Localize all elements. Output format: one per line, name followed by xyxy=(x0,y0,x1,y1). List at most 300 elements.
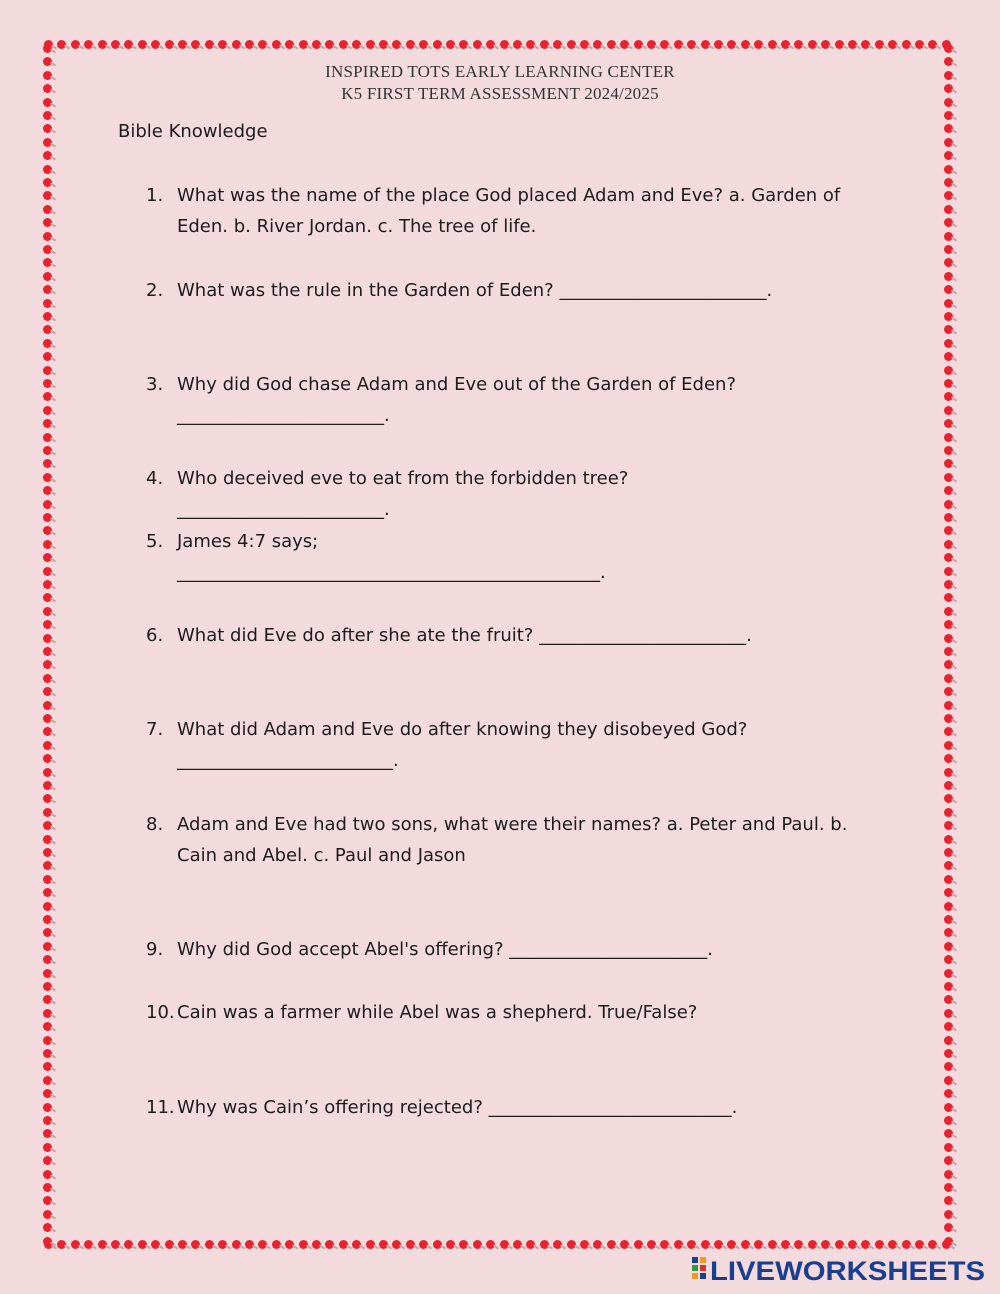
border-dot xyxy=(43,593,52,602)
border-top xyxy=(44,40,956,52)
border-dot xyxy=(944,1143,953,1152)
border-dot xyxy=(875,1240,884,1249)
question-1 xyxy=(146,180,866,242)
border-dot xyxy=(580,40,589,49)
border-dot xyxy=(768,40,777,49)
border-dot xyxy=(944,727,953,736)
border-dot xyxy=(124,1240,133,1249)
border-dot xyxy=(406,1240,415,1249)
border-dot xyxy=(43,1009,52,1018)
border-dot xyxy=(944,1223,953,1232)
liveworksheets-logo xyxy=(690,1253,990,1287)
border-dot xyxy=(808,1240,817,1249)
border-dot xyxy=(43,1076,52,1085)
border-dot xyxy=(446,40,455,49)
answer-blank: ________________________. xyxy=(177,750,399,771)
border-dot xyxy=(151,1240,160,1249)
border-dot xyxy=(944,406,953,415)
border-dot xyxy=(419,40,428,49)
border-dot xyxy=(43,1156,52,1165)
border-dot xyxy=(781,40,790,49)
border-dot xyxy=(366,40,375,49)
border-dot xyxy=(944,191,953,200)
border-dot xyxy=(43,258,52,267)
border-dot xyxy=(205,1240,214,1249)
border-dot xyxy=(944,44,953,53)
border-dot xyxy=(794,1240,803,1249)
border-dot xyxy=(944,299,953,308)
border-dot xyxy=(944,473,953,482)
border-dot xyxy=(821,1240,830,1249)
border-dot xyxy=(944,111,953,120)
border-dot xyxy=(43,473,52,482)
border-dot xyxy=(944,875,953,884)
border-dot xyxy=(888,40,897,49)
border-dot xyxy=(43,727,52,736)
school-name: INSPIRED TOTS EARLY LEARNING CENTER xyxy=(325,62,675,81)
border-dot xyxy=(43,366,52,375)
border-dot xyxy=(944,218,953,227)
border-dot xyxy=(944,1237,953,1246)
border-dot xyxy=(379,1240,388,1249)
border-dot xyxy=(43,553,52,562)
border-dot xyxy=(43,969,52,978)
border-dot xyxy=(43,794,52,803)
question-number: 2. xyxy=(146,280,164,301)
border-dot xyxy=(43,1170,52,1179)
border-dot xyxy=(944,620,953,629)
border-dot xyxy=(567,1240,576,1249)
question-2 xyxy=(146,275,866,306)
question-number: 8. xyxy=(146,814,164,835)
border-dot xyxy=(43,433,52,442)
question-number: 1. xyxy=(146,185,164,206)
border-dot xyxy=(459,40,468,49)
border-dot xyxy=(111,40,120,49)
border-dot xyxy=(43,285,52,294)
border-dot xyxy=(43,1036,52,1045)
border-dot xyxy=(875,40,884,49)
border-dot xyxy=(848,40,857,49)
border-dot xyxy=(944,1116,953,1125)
border-dot xyxy=(634,1240,643,1249)
border-dot xyxy=(944,366,953,375)
border-dot xyxy=(43,861,52,870)
border-dot xyxy=(43,446,52,455)
question-number: 10. xyxy=(146,1002,175,1023)
border-dot xyxy=(674,40,683,49)
border-dot xyxy=(944,1036,953,1045)
border-dot xyxy=(43,821,52,830)
border-dot xyxy=(754,1240,763,1249)
question-text: Why did God chase Adam and Eve out of the Garden of Eden? xyxy=(177,374,737,395)
border-dot xyxy=(43,500,52,509)
border-dot xyxy=(43,634,52,643)
border-dot xyxy=(944,781,953,790)
border-dot xyxy=(43,205,52,214)
border-dot xyxy=(299,1240,308,1249)
border-dot xyxy=(944,379,953,388)
border-dot xyxy=(285,40,294,49)
border-dot xyxy=(379,40,388,49)
border-dot xyxy=(312,1240,321,1249)
border-dot xyxy=(43,1196,52,1205)
border-dot xyxy=(944,1156,953,1165)
question-6 xyxy=(146,620,866,651)
border-dot xyxy=(325,1240,334,1249)
border-dot xyxy=(43,272,52,281)
border-dot xyxy=(944,915,953,924)
border-dot xyxy=(915,40,924,49)
border-dot xyxy=(794,40,803,49)
border-dot xyxy=(339,40,348,49)
border-dot xyxy=(43,312,52,321)
border-dot xyxy=(647,1240,656,1249)
border-dot xyxy=(944,674,953,683)
border-dot xyxy=(43,647,52,656)
border-dot xyxy=(43,1129,52,1138)
border-dot xyxy=(165,1240,174,1249)
border-dot xyxy=(352,1240,361,1249)
border-dot xyxy=(43,232,52,241)
border-dot xyxy=(272,1240,281,1249)
border-dot xyxy=(607,40,616,49)
border-dot xyxy=(944,339,953,348)
border-dot xyxy=(500,40,509,49)
border-dot xyxy=(43,1089,52,1098)
border-dot xyxy=(352,40,361,49)
question-text: Who deceived eve to eat from the forbidden tree? xyxy=(177,468,629,489)
question-number: 3. xyxy=(146,374,164,395)
border-dot xyxy=(43,714,52,723)
border-dot xyxy=(928,40,937,49)
border-dot xyxy=(944,567,953,576)
border-dot xyxy=(944,660,953,669)
border-dot xyxy=(43,741,52,750)
border-dot xyxy=(43,406,52,415)
border-dot xyxy=(43,44,52,53)
border-dot xyxy=(43,419,52,428)
border-dot xyxy=(191,1240,200,1249)
border-dot xyxy=(500,1240,509,1249)
border-dot xyxy=(781,1240,790,1249)
border-dot xyxy=(43,1116,52,1125)
border-dot xyxy=(138,1240,147,1249)
border-dot xyxy=(392,1240,401,1249)
border-dot xyxy=(43,245,52,254)
border-dot xyxy=(714,1240,723,1249)
border-dot xyxy=(43,808,52,817)
border-dot xyxy=(944,1210,953,1219)
answer-blank: _______________________________________________. xyxy=(177,562,606,583)
border-dot xyxy=(272,40,281,49)
border-dot xyxy=(513,40,522,49)
border-dot xyxy=(43,124,52,133)
border-dot xyxy=(944,969,953,978)
border-dot xyxy=(944,808,953,817)
border-dot xyxy=(285,1240,294,1249)
border-dot xyxy=(944,835,953,844)
border-dot xyxy=(71,1240,80,1249)
border-dot xyxy=(111,1240,120,1249)
border-dot xyxy=(944,607,953,616)
border-dot xyxy=(944,1196,953,1205)
border-dot xyxy=(84,40,93,49)
border-dot xyxy=(43,1049,52,1058)
border-dot xyxy=(43,781,52,790)
border-dot xyxy=(768,1240,777,1249)
border-dot xyxy=(861,40,870,49)
border-dot xyxy=(43,218,52,227)
border-bottom xyxy=(44,1240,956,1252)
border-dot xyxy=(944,124,953,133)
border-dot xyxy=(43,459,52,468)
border-dot xyxy=(944,178,953,187)
border-dot xyxy=(944,687,953,696)
border-dot xyxy=(312,40,321,49)
border-dot xyxy=(944,848,953,857)
border-dot xyxy=(593,1240,602,1249)
border-dot xyxy=(687,1240,696,1249)
border-dot xyxy=(540,40,549,49)
border-dot xyxy=(43,567,52,576)
border-dot xyxy=(526,1240,535,1249)
border-dot xyxy=(218,40,227,49)
border-dot xyxy=(43,982,52,991)
border-dot xyxy=(944,942,953,951)
border-dot xyxy=(406,40,415,49)
question-text: Cain was a farmer while Abel was a shepherd. True/False? xyxy=(177,1002,698,1023)
border-dot xyxy=(43,339,52,348)
border-dot xyxy=(848,1240,857,1249)
border-dot xyxy=(151,40,160,49)
border-dot xyxy=(944,794,953,803)
border-dot xyxy=(191,40,200,49)
border-dot xyxy=(43,1103,52,1112)
border-dot xyxy=(43,928,52,937)
border-dot xyxy=(944,165,953,174)
border-dot xyxy=(944,580,953,589)
border-dot xyxy=(43,835,52,844)
border-dot xyxy=(43,955,52,964)
border-dot xyxy=(43,165,52,174)
border-dot xyxy=(944,486,953,495)
border-dot xyxy=(620,1240,629,1249)
border-dot xyxy=(43,660,52,669)
border-dot xyxy=(714,40,723,49)
border-dot xyxy=(944,459,953,468)
border-dot xyxy=(138,40,147,49)
border-dot xyxy=(486,1240,495,1249)
border-dot xyxy=(43,848,52,857)
border-dot xyxy=(258,40,267,49)
border-dot xyxy=(687,40,696,49)
border-dot xyxy=(43,191,52,200)
border-dot xyxy=(902,1240,911,1249)
border-dot xyxy=(43,352,52,361)
border-dot xyxy=(593,40,602,49)
border-dot xyxy=(861,1240,870,1249)
question-number: 5. xyxy=(146,531,164,552)
border-dot xyxy=(727,40,736,49)
border-dot xyxy=(944,446,953,455)
subject-title: Bible Knowledge xyxy=(118,121,268,142)
border-dot xyxy=(944,419,953,428)
question-text: Why was Cain’s offering rejected? ___________________________. xyxy=(177,1097,738,1118)
border-dot xyxy=(701,40,710,49)
border-dot xyxy=(43,299,52,308)
border-dot xyxy=(944,392,953,401)
border-dot xyxy=(43,1022,52,1031)
border-dot xyxy=(178,40,187,49)
border-dot xyxy=(944,258,953,267)
border-dot xyxy=(647,40,656,49)
border-dot xyxy=(553,40,562,49)
border-dot xyxy=(43,915,52,924)
border-dot xyxy=(43,379,52,388)
border-dot xyxy=(944,151,953,160)
border-dot xyxy=(43,687,52,696)
border-dot xyxy=(245,40,254,49)
border-dot xyxy=(607,1240,616,1249)
border-dot xyxy=(366,1240,375,1249)
border-dot xyxy=(486,40,495,49)
border-dot xyxy=(43,392,52,401)
question-5 xyxy=(146,526,866,588)
border-dot xyxy=(944,647,953,656)
border-dot xyxy=(944,902,953,911)
border-dot xyxy=(473,1240,482,1249)
border-dot xyxy=(392,40,401,49)
question-11 xyxy=(146,1092,866,1123)
border-dot xyxy=(944,1183,953,1192)
border-dot xyxy=(43,754,52,763)
border-dot xyxy=(526,40,535,49)
border-dot xyxy=(339,1240,348,1249)
border-dot xyxy=(43,942,52,951)
border-dot xyxy=(299,40,308,49)
border-dot xyxy=(43,151,52,160)
border-dot xyxy=(915,1240,924,1249)
border-dot xyxy=(944,1129,953,1138)
border-dot xyxy=(43,178,52,187)
border-dot xyxy=(944,982,953,991)
border-dot xyxy=(944,1049,953,1058)
border-dot xyxy=(232,40,241,49)
question-number: 7. xyxy=(146,719,164,740)
border-dot xyxy=(43,111,52,120)
question-number: 4. xyxy=(146,468,164,489)
border-dot xyxy=(944,741,953,750)
border-dot xyxy=(419,1240,428,1249)
border-dot xyxy=(944,205,953,214)
border-dot xyxy=(43,1183,52,1192)
border-dot xyxy=(674,1240,683,1249)
border-dot xyxy=(944,1009,953,1018)
border-dot xyxy=(944,634,953,643)
logo-mark-icon xyxy=(692,1257,706,1279)
border-dot xyxy=(888,1240,897,1249)
border-dot xyxy=(165,40,174,49)
question-number: 9. xyxy=(146,939,164,960)
border-dot xyxy=(446,1240,455,1249)
question-7 xyxy=(146,714,866,776)
border-dot xyxy=(433,1240,442,1249)
border-dot xyxy=(944,1022,953,1031)
border-dot xyxy=(43,513,52,522)
border-dot xyxy=(459,1240,468,1249)
border-dot xyxy=(540,1240,549,1249)
border-right xyxy=(944,44,956,1250)
border-dot xyxy=(754,40,763,49)
border-dot xyxy=(43,768,52,777)
border-dot xyxy=(43,138,52,147)
border-dot xyxy=(57,40,66,49)
border-dot xyxy=(741,40,750,49)
border-dot xyxy=(98,40,107,49)
border-dot xyxy=(944,138,953,147)
border-dot xyxy=(433,40,442,49)
border-dot xyxy=(944,433,953,442)
border-dot xyxy=(43,1062,52,1071)
border-dot xyxy=(944,312,953,321)
border-dot xyxy=(944,861,953,870)
border-dot xyxy=(944,1089,953,1098)
border-dot xyxy=(944,352,953,361)
border-dot xyxy=(944,701,953,710)
border-dot xyxy=(944,232,953,241)
border-dot xyxy=(43,902,52,911)
question-10 xyxy=(146,997,866,1028)
border-dot xyxy=(944,540,953,549)
border-dot xyxy=(84,1240,93,1249)
border-dot xyxy=(944,768,953,777)
border-dot xyxy=(944,325,953,334)
question-8 xyxy=(146,809,866,871)
border-dot xyxy=(43,1237,52,1246)
question-text: Adam and Eve had two sons, what were their names? a. Peter and Paul. b. xyxy=(177,814,848,835)
question-4 xyxy=(146,463,866,525)
border-dot xyxy=(43,995,52,1004)
border-dot xyxy=(245,1240,254,1249)
question-3 xyxy=(146,369,866,431)
border-dot xyxy=(218,1240,227,1249)
border-dot xyxy=(928,1240,937,1249)
border-dot xyxy=(660,40,669,49)
border-dot xyxy=(43,540,52,549)
question-text: What was the name of the place God placed Adam and Eve? a. Garden of xyxy=(177,185,841,206)
border-dot xyxy=(43,1210,52,1219)
border-dot xyxy=(835,40,844,49)
border-dot xyxy=(43,486,52,495)
border-dot xyxy=(944,513,953,522)
border-dot xyxy=(43,580,52,589)
border-dot xyxy=(43,1223,52,1232)
border-dot xyxy=(43,1143,52,1152)
border-dot xyxy=(71,40,80,49)
question-text: What did Eve do after she ate the fruit? _______________________. xyxy=(177,625,752,646)
border-dot xyxy=(43,888,52,897)
question-number: 6. xyxy=(146,625,164,646)
border-dot xyxy=(902,40,911,49)
border-dot xyxy=(727,1240,736,1249)
border-dot xyxy=(944,1076,953,1085)
border-dot xyxy=(821,40,830,49)
border-dot xyxy=(944,821,953,830)
border-dot xyxy=(98,1240,107,1249)
border-dot xyxy=(580,1240,589,1249)
border-dot xyxy=(205,40,214,49)
